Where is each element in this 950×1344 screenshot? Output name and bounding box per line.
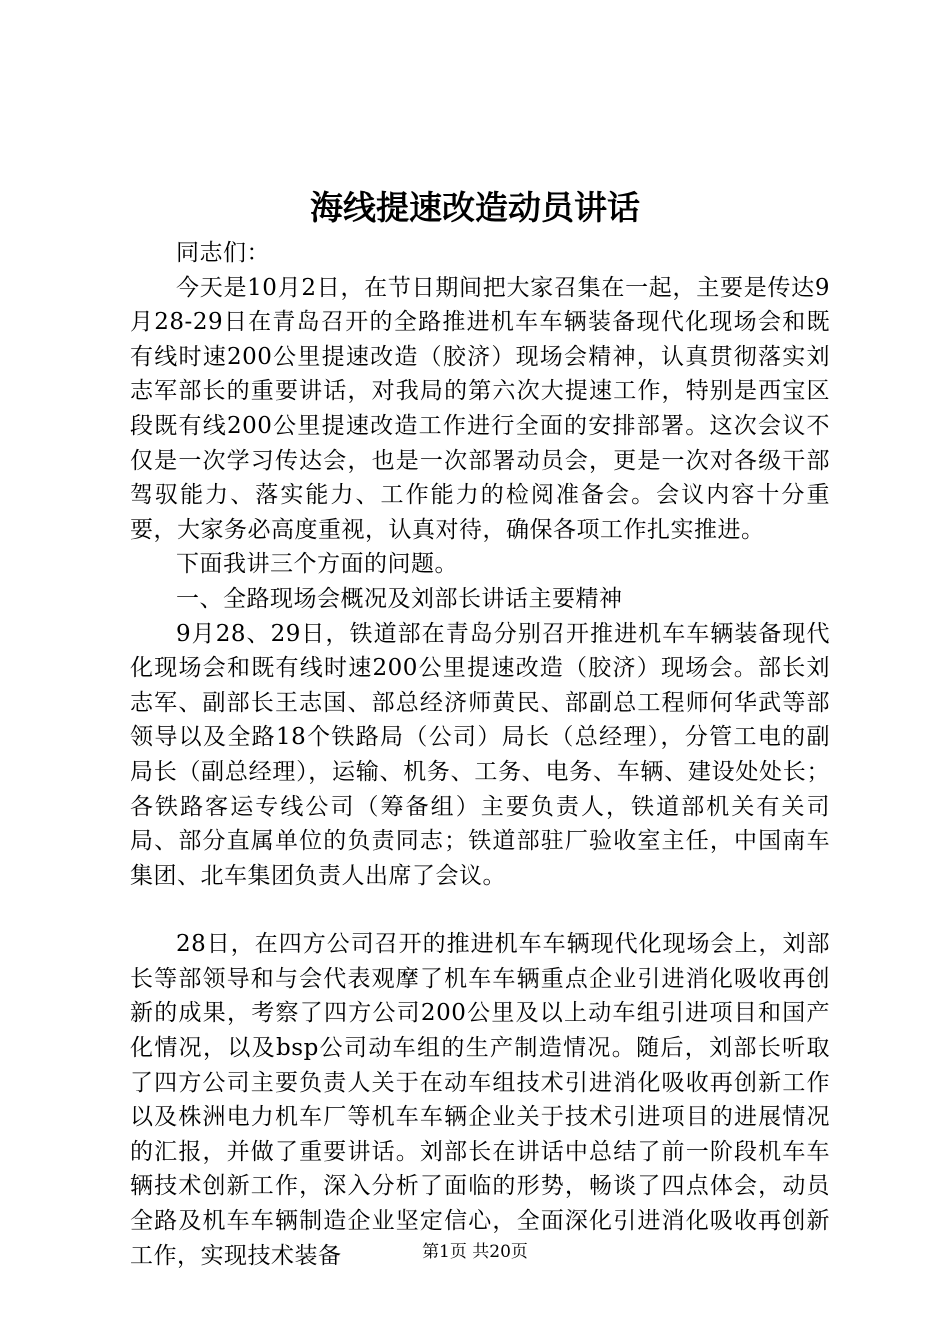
- paragraph-meeting-overview: 9月28、29日，铁道部在青岛分别召开推进机车车辆装备现代化现场会和既有线时速200公里提速改造（胶济）现场会。部长刘志军、副部长王志国、部总经济师黄民、部副总工程师何华武等部领导以及全路18个铁路局（公司）局长（总经理），分管工电的副局长（副总经理），运输、机务、工务、电务、车辆、建设处处长；各铁路客运专线公司（筹备组）主要负责人，铁道部机关有关司局、部分直属单位的负责同志；铁道部驻厂验收室主任，中国南车集团、北车集团负责人出席了会议。: [130, 620, 830, 889]
- paragraph-outline: 下面我讲三个方面的问题。: [176, 551, 458, 578]
- section-heading-1: 一、全路现场会概况及刘部长讲话主要精神: [176, 585, 623, 612]
- paragraph-intro: 今天是10月2日，在节日期间把大家召集在一起，主要是传达9月28-29日在青岛召开的全路推进机车车辆装备现代化现场会和既有线时速200公里提速改造（胶济）现场会精神，认真贯彻落实刘志军部长的重要讲话，对我局的第六次大提速工作，特别是西宝区段既有线200公里提速改造工作进行全面的安排部署。这次会议不仅是一次学习传达会，也是一次部署动员会，更是一次对各级干部驾驭能力、落实能力、工作能力的检阅准备会。会议内容十分重要，大家务必高度重视，认真对待，确保各项工作扎实推进。: [130, 274, 830, 543]
- page-footer: 第1页 共20页: [422, 1242, 528, 1262]
- document-body: [130, 236, 830, 1273]
- document-title: 海线提速改造动员讲话: [310, 188, 640, 227]
- paragraph-sifang-meeting: 28日，在四方公司召开的推进机车车辆现代化现场会上，刘部长等部领导和与会代表观摩了机车车辆重点企业引进消化吸收再创新的成果，考察了四方公司200公里及以上动车组引进项目和国产化情况，以及bsp公司动车组的生产制造情况。随后，刘部长听取了四方公司主要负责人关于在动车组技术引进消化吸收再创新工作以及株洲电力机车厂等机车车辆企业关于技术引进项目的进展情况的汇报，并做了重要讲话。刘部长在讲话中总结了前一阶段机车车辆技术创新工作，深入分析了面临的形势，畅谈了四点体会，动员全路及机车车辆制造企业坚定信心，全面深化引进消化吸收再创新工作，实现技术装备: [130, 931, 830, 1269]
- paragraph-salutation: 同志们：: [176, 240, 270, 266]
